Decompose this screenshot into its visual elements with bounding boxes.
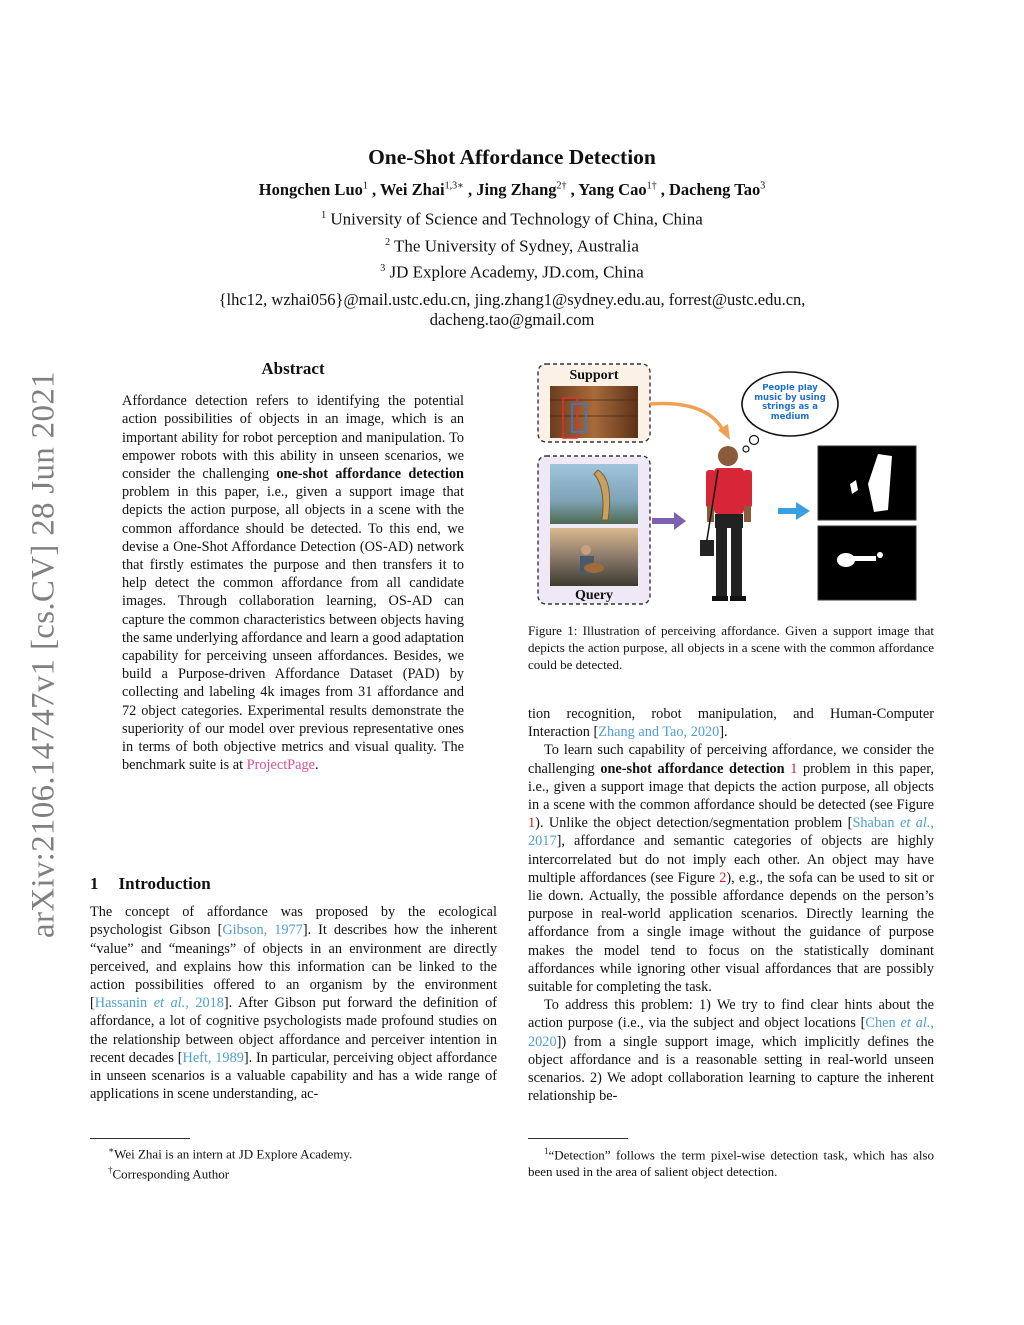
thought-text: People play music by using strings as a medium — [754, 384, 826, 422]
abstract-bold-term: one-shot affordance detection — [276, 466, 464, 483]
figure-1 — [528, 360, 932, 608]
email-line-2: dacheng.tao@gmail.com — [429, 309, 595, 329]
affiliation: $^1$ University of Science and Technology of China, China — [321, 209, 703, 229]
result-arrow — [778, 508, 796, 514]
author-name: Yang Cao$^{1\dagger}$ — [578, 180, 657, 199]
paper-header — [120, 145, 904, 330]
email-list — [120, 290, 904, 330]
author-name: Jing Zhang$^{2\dagger}$ — [476, 180, 567, 199]
introduction-section — [90, 875, 497, 1103]
abstract-text — [122, 392, 464, 774]
citation-link[interactable]: Zhang and Tao, 2020 — [598, 724, 720, 741]
section-heading — [90, 875, 497, 893]
footnote-rule — [90, 1138, 190, 1139]
intro-paragraph: The concept of affordance was proposed by the ecological psychologist Gibson [Gibson, 1977]. It describes how the inherent “value” and “meanings” of objects in an environment are directly perceived, and explains how this information can be linked to the action possibilities offered to an organism by the environment [Hassanin et al., 2018]. After Gibson put forward the definition of affordance, a lot of cognitive psychologists made profound studies on the relationship between object affordance and perceiver intention in recent decades [Heft, 1989]. In particular, perceiving object affordance in unseen scenarios is a valuable capability and has a wide range of applications in scene understanding, ac- — [90, 904, 497, 1103]
right-paragraph-3: To address this problem: 1) We try to find clear hints about the action purpose (i.e., via the subject and object locations [Chen et al., 2020]) from a single support image, which implicitly defines the object affordance and is a reasonable setting in real-world unseen scenarios. 2) We adopt collaboration learning to capture the inherent relationship be- — [528, 997, 934, 1105]
section-title: Introduction — [118, 874, 211, 893]
figure-reference-link[interactable]: 2 — [719, 869, 727, 886]
citation-link[interactable]: Heft, 1989 — [182, 1049, 244, 1066]
citation-link[interactable]: Hassanin et al., 2018 — [94, 995, 224, 1012]
footnote-rule-right — [528, 1138, 628, 1139]
section-number: 1 — [90, 874, 99, 893]
abstract-text-c: . — [314, 757, 319, 774]
support-label: Support — [569, 368, 619, 383]
footnote-item: †Corresponding Author — [108, 1165, 230, 1182]
right-column-text — [528, 705, 934, 1105]
query-label: Query — [574, 588, 614, 603]
arxiv-stamp: arXiv:2106.14747v1 [cs.CV] 28 Jun 2021 — [25, 371, 62, 939]
footnote-right: $^1$“Detection” follows the term pixel-wise detection task, which has also been used in the area of salient object detection. — [528, 1146, 934, 1180]
citation-link[interactable]: Gibson, 1977 — [222, 922, 303, 939]
figure-caption: Figure 1: Illustration of perceiving affordance. Given a support image that depicts the action purpose, all objects in a scene with the common affordance could be detected. — [528, 623, 934, 672]
citation-link[interactable]: Shaban et al., 2017 — [528, 815, 934, 850]
abstract-section — [122, 360, 464, 774]
footnote-item: ∗Wei Zhai is an intern at JD Explore Academy. — [108, 1145, 353, 1162]
result-mask-2 — [818, 526, 916, 600]
support-arrow — [650, 404, 724, 432]
figure-reference-link[interactable]: 1 — [528, 815, 536, 832]
abstract-heading: Abstract — [261, 359, 325, 378]
right-paragraph-2: To learn such capability of perceiving affordance, we consider the challenging one-shot affordance detection 1 problem in this paper, i.e., given a support image that depicts the action purpose, all objects in a scene with the common affordance should be detected (see Figure 1). Unlike the object detection/segmentation problem [Shaban et al., 2017], affordance and semantic categories of objects are highly intercorrelated but do not imply each other. An object may have multiple affordances (see Figure 2), e.g., the sofa can be used to sit or lie down. Actually, the possible affordance depends on the person’s purpose in real-world application scenarios. Directly learning the affordance from a single image without the guidance of purpose makes the model tend to focus on the statistically dominant affordances while ignoring other visual affordances that are possibly suitable for completing the task. — [528, 742, 934, 996]
citation-link[interactable]: Chen et al., 2020 — [528, 1015, 934, 1050]
result-mask-1 — [818, 446, 916, 520]
affiliation: $^2$ The University of Sydney, Australia — [385, 236, 639, 256]
affiliation-list — [120, 204, 904, 284]
footnotes-left — [108, 1142, 498, 1183]
bold-term: one-shot affordance detection — [600, 760, 785, 777]
figure-illustration — [528, 360, 932, 608]
affiliation: $^3$ JD Explore Academy, JD.com, China — [380, 262, 644, 282]
paper-title: One-Shot Affordance Detection — [368, 145, 656, 169]
query-image-1 — [550, 464, 638, 524]
abstract-text-b: problem in this paper, i.e., given a support image that depicts the action purpose, all objects in a scene with the common affordance should be detected. To this end, we devise a One-Shot Affordance Detection (OS-AD) network that firstly estimates the purpose and then transfers it to help detect the common affordance from all candidate images. Through collaboration learning, OS-AD can capture the common characteristics between objects having the same underlying affordance and learn a good adaptation capability for perceiving unseen affordances. Besides, we build a Purpose-driven Affordance Dataset (PAD) by collecting and labeling 4k images from 31 affordance and 72 object categories. Experimental results demonstrate the superiority of our model over previous representative ones in terms of both objective metrics and visual quality. The benchmark suite is at — [122, 484, 464, 774]
email-line-1: {lhc12, wzhai056}@mail.ustc.edu.cn, jing.zhang1@sydney.edu.au, forrest@ustc.edu.cn, — [218, 289, 806, 309]
author-name: Dacheng Tao$^3$ — [668, 180, 766, 199]
author-name: Wei Zhai$^{1,3∗}$ — [379, 180, 464, 199]
author-list: Hongchen Luo$^1$ , Wei Zhai$^{1,3∗}$ , Jing Zhang$^{2\dagger}$ , Yang Cao$^{1\dagger}$ , Dacheng Tao$^3$ — [258, 180, 766, 199]
right-paragraph-1: tion recognition, robot manipulation, and Human-Computer Interaction [Zhang and Tao, 2020]. — [528, 706, 934, 741]
author-name: Hongchen Luo$^1$ — [258, 180, 368, 199]
figure-reference-link[interactable]: 1 — [790, 760, 798, 777]
person-figure — [700, 446, 752, 601]
project-page-link[interactable]: ProjectPage — [246, 757, 315, 774]
abstract-text-a: Affordance detection refers to identifying the potential action possibilities of objects in an image, which is an important ability for robot perception and manipulation. To empower robots with this ability in unseen scenarios, we consider the challenging — [122, 393, 464, 483]
query-arrow — [652, 518, 674, 524]
